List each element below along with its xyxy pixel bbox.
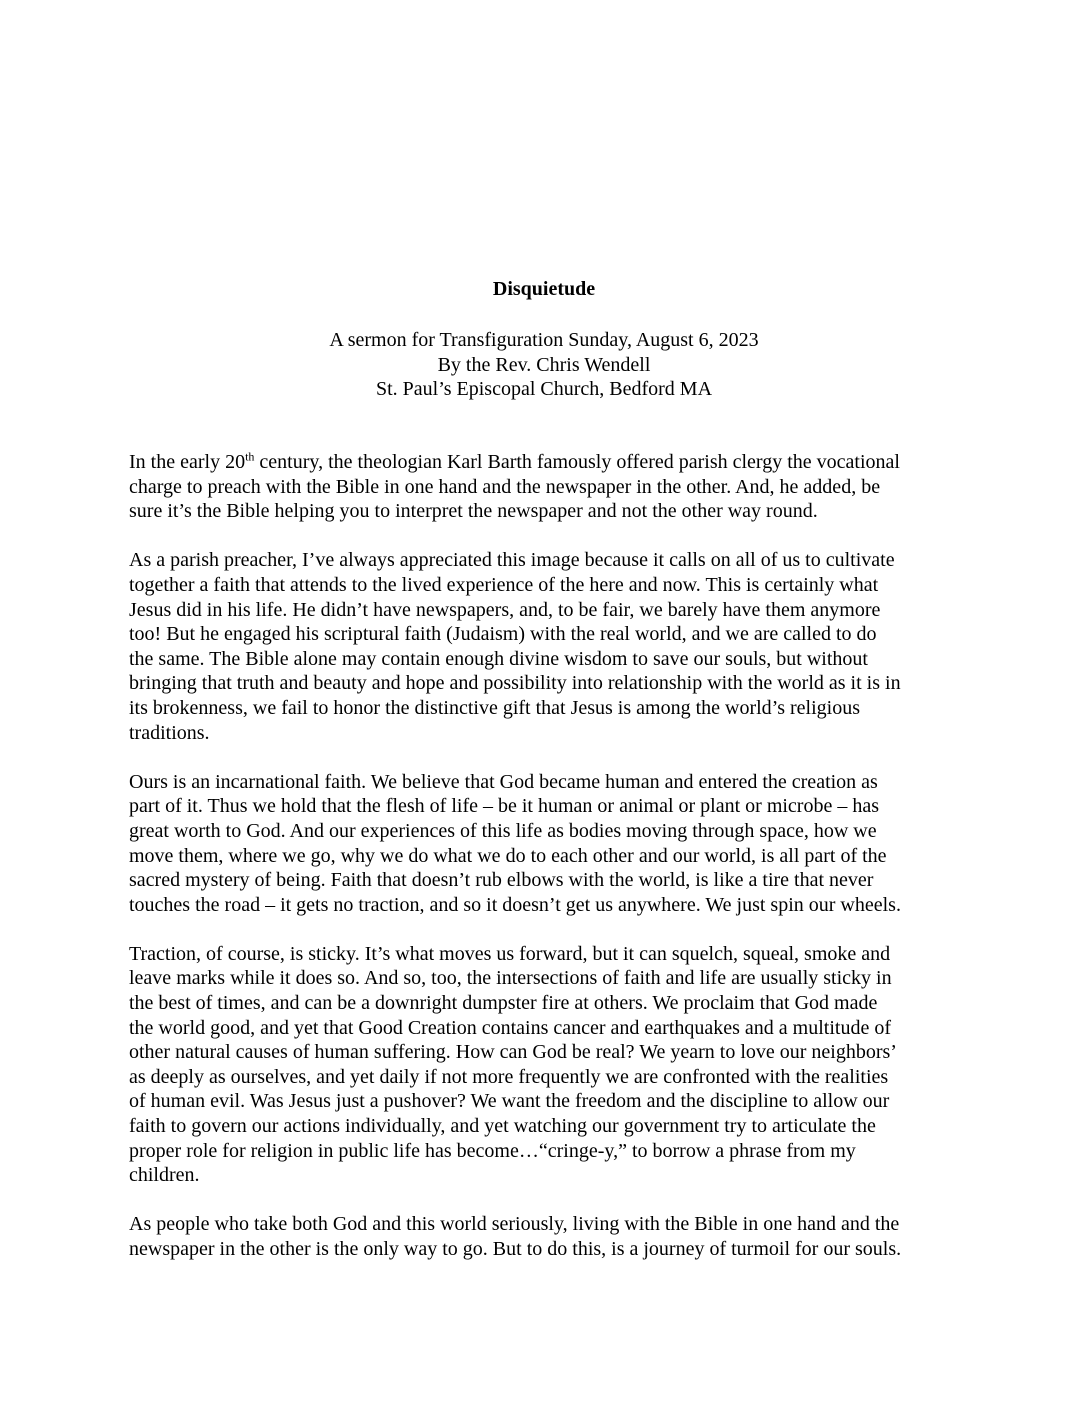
byline (0, 328, 1088, 402)
paragraph (129, 942, 969, 1188)
text-line: bringing that truth and beauty and hope and possibility into relationship with the world as it is in (129, 672, 901, 695)
paragraph (129, 770, 969, 918)
byline-church: St. Paul’s Episcopal Church, Bedford MA (375, 378, 713, 401)
byline-occasion: A sermon for Transfiguration Sunday, August 6, 2023 (329, 329, 759, 351)
text-line: Traction, of course, is sticky. It’s what moves us forward, but it can squelch, squeal, smoke and (129, 942, 891, 965)
text-line: the best of times, and can be a downright dumpster fire at others. We proclaim that God made (129, 992, 878, 1015)
text-line: sure it’s the Bible helping you to interpret the newspaper and not the other way round. (129, 500, 818, 523)
paragraph (129, 548, 969, 745)
text-line: the same. The Bible alone may contain enough divine wisdom to save our souls, but without (129, 647, 868, 670)
text-line: faith to govern our actions individually, and yet watching our government try to articulate the (129, 1115, 876, 1138)
text-line: together a faith that attends to the lived experience of the here and now. This is certainly what (129, 573, 879, 596)
text-line: too! But he engaged his scriptural faith (Judaism) with the real world, and we are called to do (129, 623, 877, 646)
text-line: of human evil. Was Jesus just a pushover? We want the freedom and the discipline to allow our (129, 1090, 890, 1113)
text-line: the world good, and yet that Good Creation contains cancer and earthquakes and a multitude of (129, 1016, 891, 1039)
text-line: move them, where we go, why we do what we do to each other and our world, is all part of the (129, 844, 887, 867)
text-line: Ours is an incarnational faith. We believe that God became human and entered the creation as (129, 770, 878, 793)
text-line: As people who take both God and this world seriously, living with the Bible in one hand and the (129, 1213, 900, 1236)
text-line: Jesus did in his life. He didn’t have newspapers, and, to be fair, we barely have them anymore (129, 598, 881, 621)
document-title: Disquietude (492, 278, 596, 300)
sermon-body (129, 450, 969, 1286)
text-line: children. (129, 1164, 200, 1187)
text-line: proper role for religion in public life has become…“cringe-y,” to borrow a phrase from my (129, 1139, 856, 1162)
text-line (129, 450, 969, 475)
text-line: leave marks while it does so. And so, too, the intersections of faith and life are usually sticky in (129, 967, 892, 990)
text-line: great worth to God. And our experiences of this life as bodies moving through space, how we (129, 819, 877, 842)
text-line: traditions. (129, 721, 210, 744)
paragraph (129, 1212, 969, 1261)
ordinal-superscript: th (245, 449, 255, 464)
text-line: other natural causes of human suffering. How can God be real? We yearn to love our neighbors’ (129, 1041, 897, 1064)
text-segment: In the early 20 (129, 451, 246, 473)
byline-author: By the Rev. Chris Wendell (437, 353, 651, 376)
paragraph (129, 450, 969, 524)
text-line: newspaper in the other is the only way to go. But to do this, is a journey of turmoil for our souls. (129, 1238, 902, 1260)
text-line: touches the road – it gets no traction, and so it doesn’t get us anywhere. We just spin our wheels. (129, 893, 901, 916)
text-line: part of it. Thus we hold that the flesh of life – be it human or animal or plant or microbe – has (129, 795, 879, 818)
text-line: its brokenness, we fail to honor the distinctive gift that Jesus is among the world’s religious (129, 696, 861, 719)
text-line: charge to preach with the Bible in one hand and the newspaper in the other. And, he added, be (129, 475, 881, 498)
text-line: as deeply as ourselves, and yet daily if not more frequently we are confronted with the realities (129, 1065, 889, 1088)
text-line: As a parish preacher, I’ve always appreciated this image because it calls on all of us to cultivate (129, 549, 895, 572)
text-line: sacred mystery of being. Faith that doesn’t rub elbows with the world, is like a tire that never (129, 869, 874, 892)
text-segment: century, the theologian Karl Barth famously offered parish clergy the vocational (254, 451, 900, 473)
